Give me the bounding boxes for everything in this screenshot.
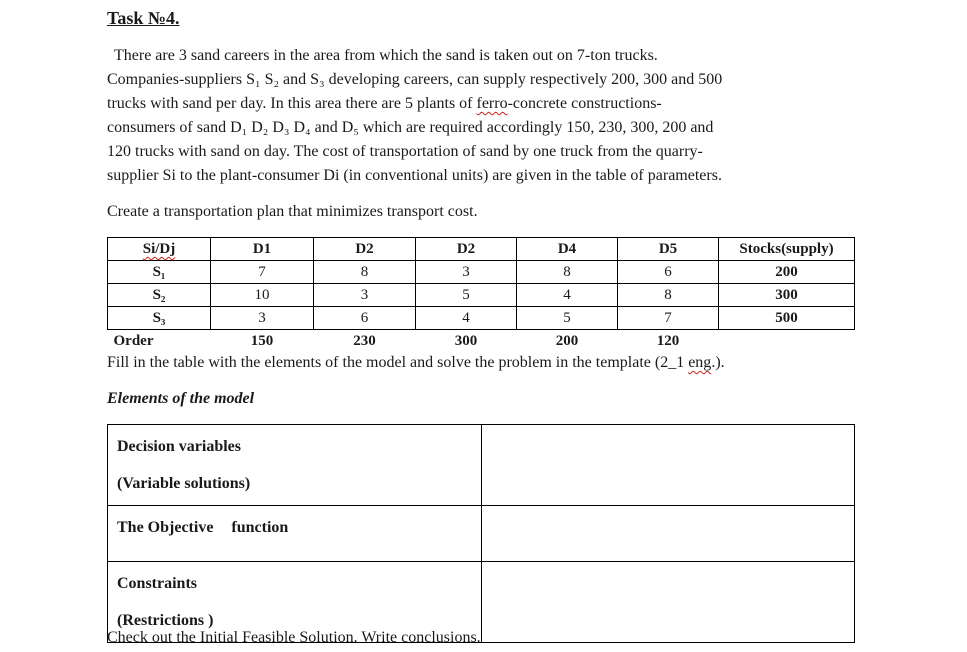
spellcheck-word-eng: eng	[688, 354, 712, 371]
objective-function-answer-cell[interactable]	[482, 506, 855, 562]
header-d4: D4	[517, 238, 618, 261]
decision-variables-row	[108, 425, 855, 506]
cost-cell: 10	[211, 284, 314, 307]
intro-line-4: consumers of sand D₁ D₂ D₃ D₄ and D₅ which are required accordingly 150, 230, 300, 200 and	[107, 119, 714, 136]
supply-cell: 200	[719, 261, 855, 284]
table-row	[108, 284, 855, 307]
order-row	[108, 330, 855, 353]
decision-variables-answer-cell[interactable]	[482, 425, 855, 506]
decision-variables-subtitle: (Variable solutions)	[117, 475, 251, 492]
cost-cell: 4	[517, 284, 618, 307]
supply-cell: 500	[719, 307, 855, 330]
order-empty-cell	[719, 330, 855, 353]
constraints-title: Constraints	[117, 575, 198, 592]
parameters-table	[107, 237, 855, 352]
table-row	[108, 261, 855, 284]
corner-header: Si/Dj	[108, 238, 211, 261]
order-cell: 150	[250, 333, 274, 349]
intro-line-3-part-c: -concrete constructions-	[507, 95, 662, 112]
cost-cell: 4	[416, 307, 517, 330]
constraints-answer-cell[interactable]	[482, 562, 855, 643]
intro-line-3-part-a: trucks with sand per day. In this area there are 5 plants of	[107, 95, 477, 112]
elements-heading: Elements of the model	[107, 390, 255, 407]
cost-cell: 8	[618, 284, 719, 307]
header-d3: D2	[416, 238, 517, 261]
decision-variables-label	[108, 425, 482, 506]
supplier-cell: S₂	[108, 284, 211, 307]
cost-cell: 3	[416, 261, 517, 284]
fill-instruction-part-c: .).	[711, 354, 725, 371]
parameters-header-row	[108, 238, 855, 261]
intro-line-3	[107, 92, 662, 116]
intro-line-2: Companies-suppliers S₁ S₂ and S₃ developing careers, can supply respectively 200, 300 and 500	[107, 71, 723, 88]
order-cell: 200	[555, 333, 579, 349]
order-cell: 300	[454, 333, 478, 349]
fill-instruction	[107, 351, 725, 375]
cost-cell: 5	[517, 307, 618, 330]
supplier-cell: S₁	[108, 261, 211, 284]
cost-cell: 6	[314, 307, 416, 330]
fill-instruction-part-a: Fill in the table with the elements of the model and solve the problem in the template (2_1	[107, 354, 689, 371]
header-d1: D1	[211, 238, 314, 261]
objective-function-word-2: function	[231, 519, 289, 536]
cost-cell: 8	[314, 261, 416, 284]
cost-cell: 6	[618, 261, 719, 284]
supply-cell: 300	[719, 284, 855, 307]
intro-line-6: supplier Si to the plant-consumer Di (in conventional units) are given in the table of parameters.	[107, 167, 722, 184]
footer-instruction: Check out the Initial Feasible Solution. Write conclusions.	[107, 629, 481, 646]
objective-function-row	[108, 506, 855, 562]
cost-cell: 5	[416, 284, 517, 307]
cost-cell: 7	[211, 261, 314, 284]
cost-cell: 8	[517, 261, 618, 284]
supplier-cell: S₃	[108, 307, 211, 330]
model-elements-table	[107, 424, 855, 643]
task-title: Task №4.	[107, 8, 180, 28]
cost-cell: 3	[314, 284, 416, 307]
header-d5: D5	[618, 238, 719, 261]
cost-cell: 3	[211, 307, 314, 330]
task-instruction: Create a transportation plan that minimizes transport cost.	[107, 203, 478, 220]
cost-cell: 7	[618, 307, 719, 330]
spellcheck-word-ferro: ferro	[476, 95, 508, 112]
objective-function-label	[108, 506, 482, 562]
order-cell: 230	[353, 333, 376, 349]
intro-line-1: There are 3 sand careers in the area from which the sand is taken out on 7-ton trucks.	[114, 47, 658, 64]
decision-variables-title: Decision variables	[117, 438, 241, 455]
objective-function-word-1: The Objective	[117, 519, 214, 536]
intro-line-5: 120 trucks with sand on day. The cost of transportation of sand by one truck from the quarry-	[107, 143, 703, 160]
header-d2: D2	[314, 238, 416, 261]
table-row	[108, 307, 855, 330]
order-cell: 120	[656, 333, 680, 349]
order-label: Order	[113, 333, 154, 349]
header-supply: Stocks(supply)	[719, 238, 855, 261]
constraints-subtitle: (Restrictions )	[117, 612, 214, 629]
